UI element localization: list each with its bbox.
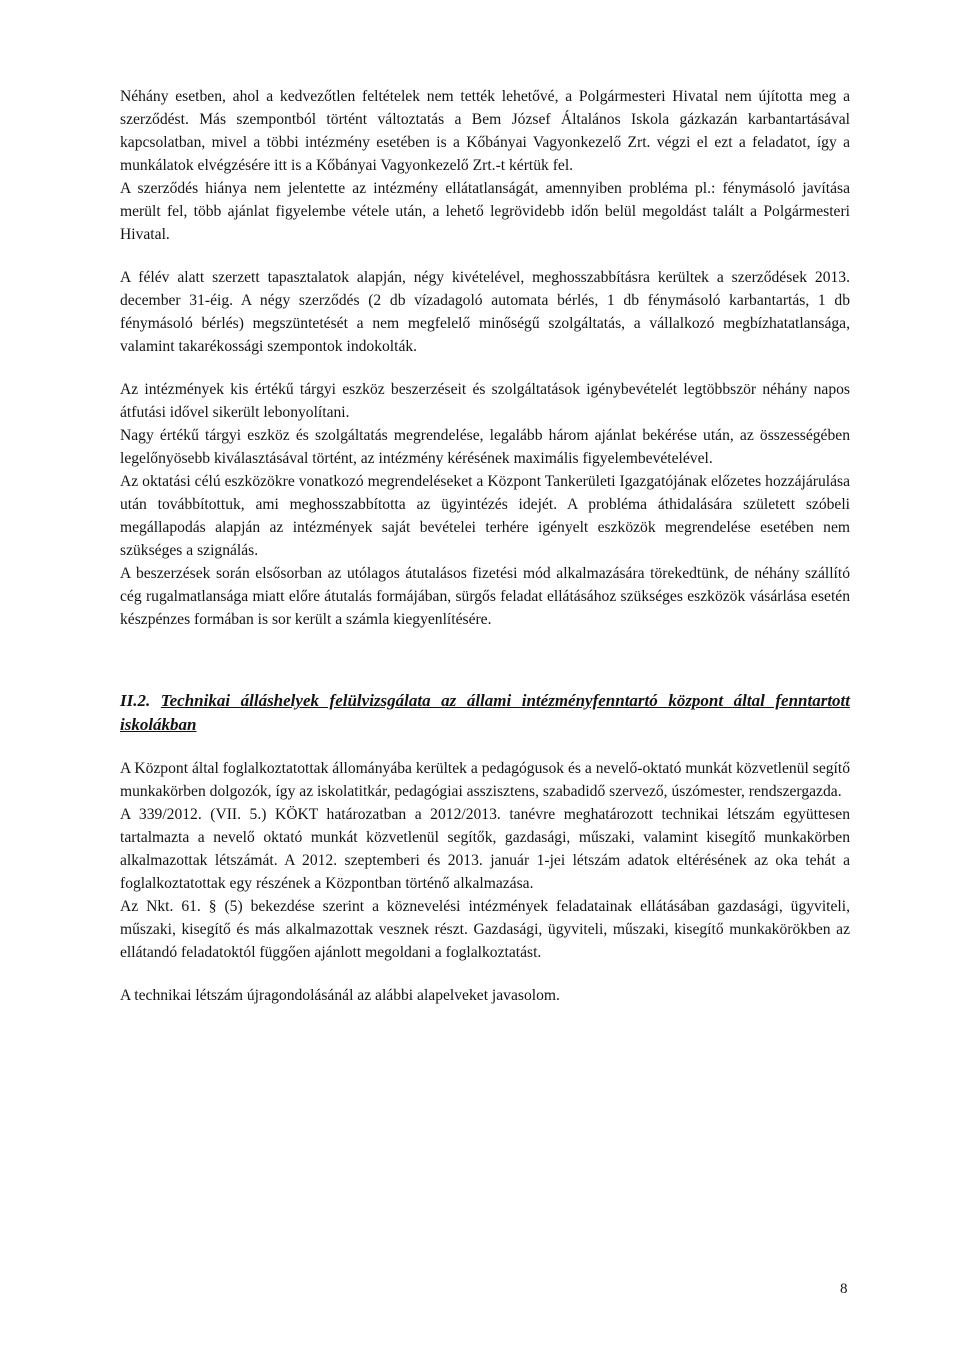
paragraph-payment-methods: A beszerzések során elsősorban az utólagos átutalásos fizetési mód alkalmazására törekedtünk, de néhány szállító cég rugalmatlansága miatt előre átutalás formájában, sürgős feladat ellátásához szükséges eszközök vásárlása esetén készpénzes formában is sor került a számla kiegyenlítésére. — [120, 565, 850, 628]
section-title: Technikai álláshelyek felülvizsgálata az állami intézményfenntartó központ által fenntartott iskolákban — [120, 691, 851, 734]
page-number: 8 — [840, 1281, 848, 1297]
paragraph-contract-renewal: Néhány esetben, ahol a kedvezőtlen feltételek nem tették lehetővé, a Polgármesteri Hivatal nem újította meg a szerződést. Más szempontból történt változtatás a Bem József Általános Iskola gázkazán karbantartásával kapcsolatban, mivel a többi intézmény esetében is a Kőbányai Vagyonkezelő Zrt. végzi el ezt a feladatot, így a munkálatok elvégzésére itt is a Kőbányai Vagyonkezelő Zrt.-t kértük fel. — [120, 88, 850, 174]
paragraph-education-orders: Az oktatási célú eszközökre vonatkozó megrendeléseket a Központ Tankerületi Igazgatójának előzetes hozzájárulása után továbbítottuk, ami meghosszabbította az ügyintézés idejét. A probléma áthidalására született szóbeli megállapodás alapján az intézmények saját bevételei terhére igényelt eszközök megrendelése esetében nem szükséges a szignálás. — [120, 473, 850, 559]
paragraph-small-procurement: Az intézmények kis értékű tárgyi eszköz beszerzéseit és szolgáltatások igénybevételét legtöbbször néhány napos átfutási idővel sikerült lebonyolítani. — [120, 381, 850, 421]
paragraph-nkt-section: Az Nkt. 61. § (5) bekezdése szerint a köznevelési intézmények feladatainak ellátásában gazdasági, ügyviteli, műszaki, kisegítő és más alkalmazottak vesznek részt. Gazdasági, ügyviteli, műszaki, kisegítő munkakörökben az ellátandó feladatoktól függően ajánlott megoldani a foglalkoztatást. — [120, 898, 850, 961]
document-page — [120, 85, 850, 1007]
section-heading — [120, 689, 850, 737]
section-number: II.2. — [120, 691, 151, 710]
paragraph-principles-intro: A technikai létszám újragondolásánál az alábbi alapelveket javasolom. — [120, 987, 560, 1004]
paragraph-half-year-experience: A félév alatt szerzett tapasztalatok alapján, négy kivételével, meghosszabbításra kerültek a szerződések 2013. december 31-éig. A négy szerződés (2 db vízadagoló automata bérlés, 1 db fénymásoló karbantartás, 1 db fénymásoló bérlés) megszüntetését a nem megfelelő minőségű szolgáltatás, a vállalkozó megbízhatatlansága, valamint takarékossági szempontok indokolták. — [120, 269, 850, 355]
paragraph-kokt-resolution: A 339/2012. (VII. 5.) KÖKT határozatban a 2012/2013. tanévre meghatározott technikai létszám együttesen tartalmazta a nevelő oktató munkát közvetlenül segítők, gazdasági, műszaki, valamint kisegítő munkakörben alkalmazottak létszámát. A 2012. szeptemberi és 2013. január 1-jei létszám adatok eltérésének az oka tehát a foglalkoztatottak egy részének a Központban történő alkalmazása. — [120, 806, 850, 892]
paragraph-large-procurement: Nagy értékű tárgyi eszköz és szolgáltatás megrendelése, legalább három ajánlat bekérése után, az összességében legelőnyösebb kiválasztásával történt, az intézmény kérésének maximális figyelembevételével. — [120, 427, 850, 467]
paragraph-staff-transfer: A Központ által foglalkoztatottak állományába kerültek a pedagógusok és a nevelő-oktató munkát közvetlenül segítő munkakörben dolgozók, így az iskolatitkár, pedagógiai asszisztens, szabadidő szervező, úszómester, rendszergazda. — [120, 760, 850, 800]
paragraph-contract-absence: A szerződés hiánya nem jelentette az intézmény ellátatlanságát, amennyiben probléma pl.: fénymásoló javítása merült fel, több ajánlat figyelembe vétele után, a lehető legrövidebb időn belül megoldást talált a Polgármesteri Hivatal. — [120, 180, 850, 243]
